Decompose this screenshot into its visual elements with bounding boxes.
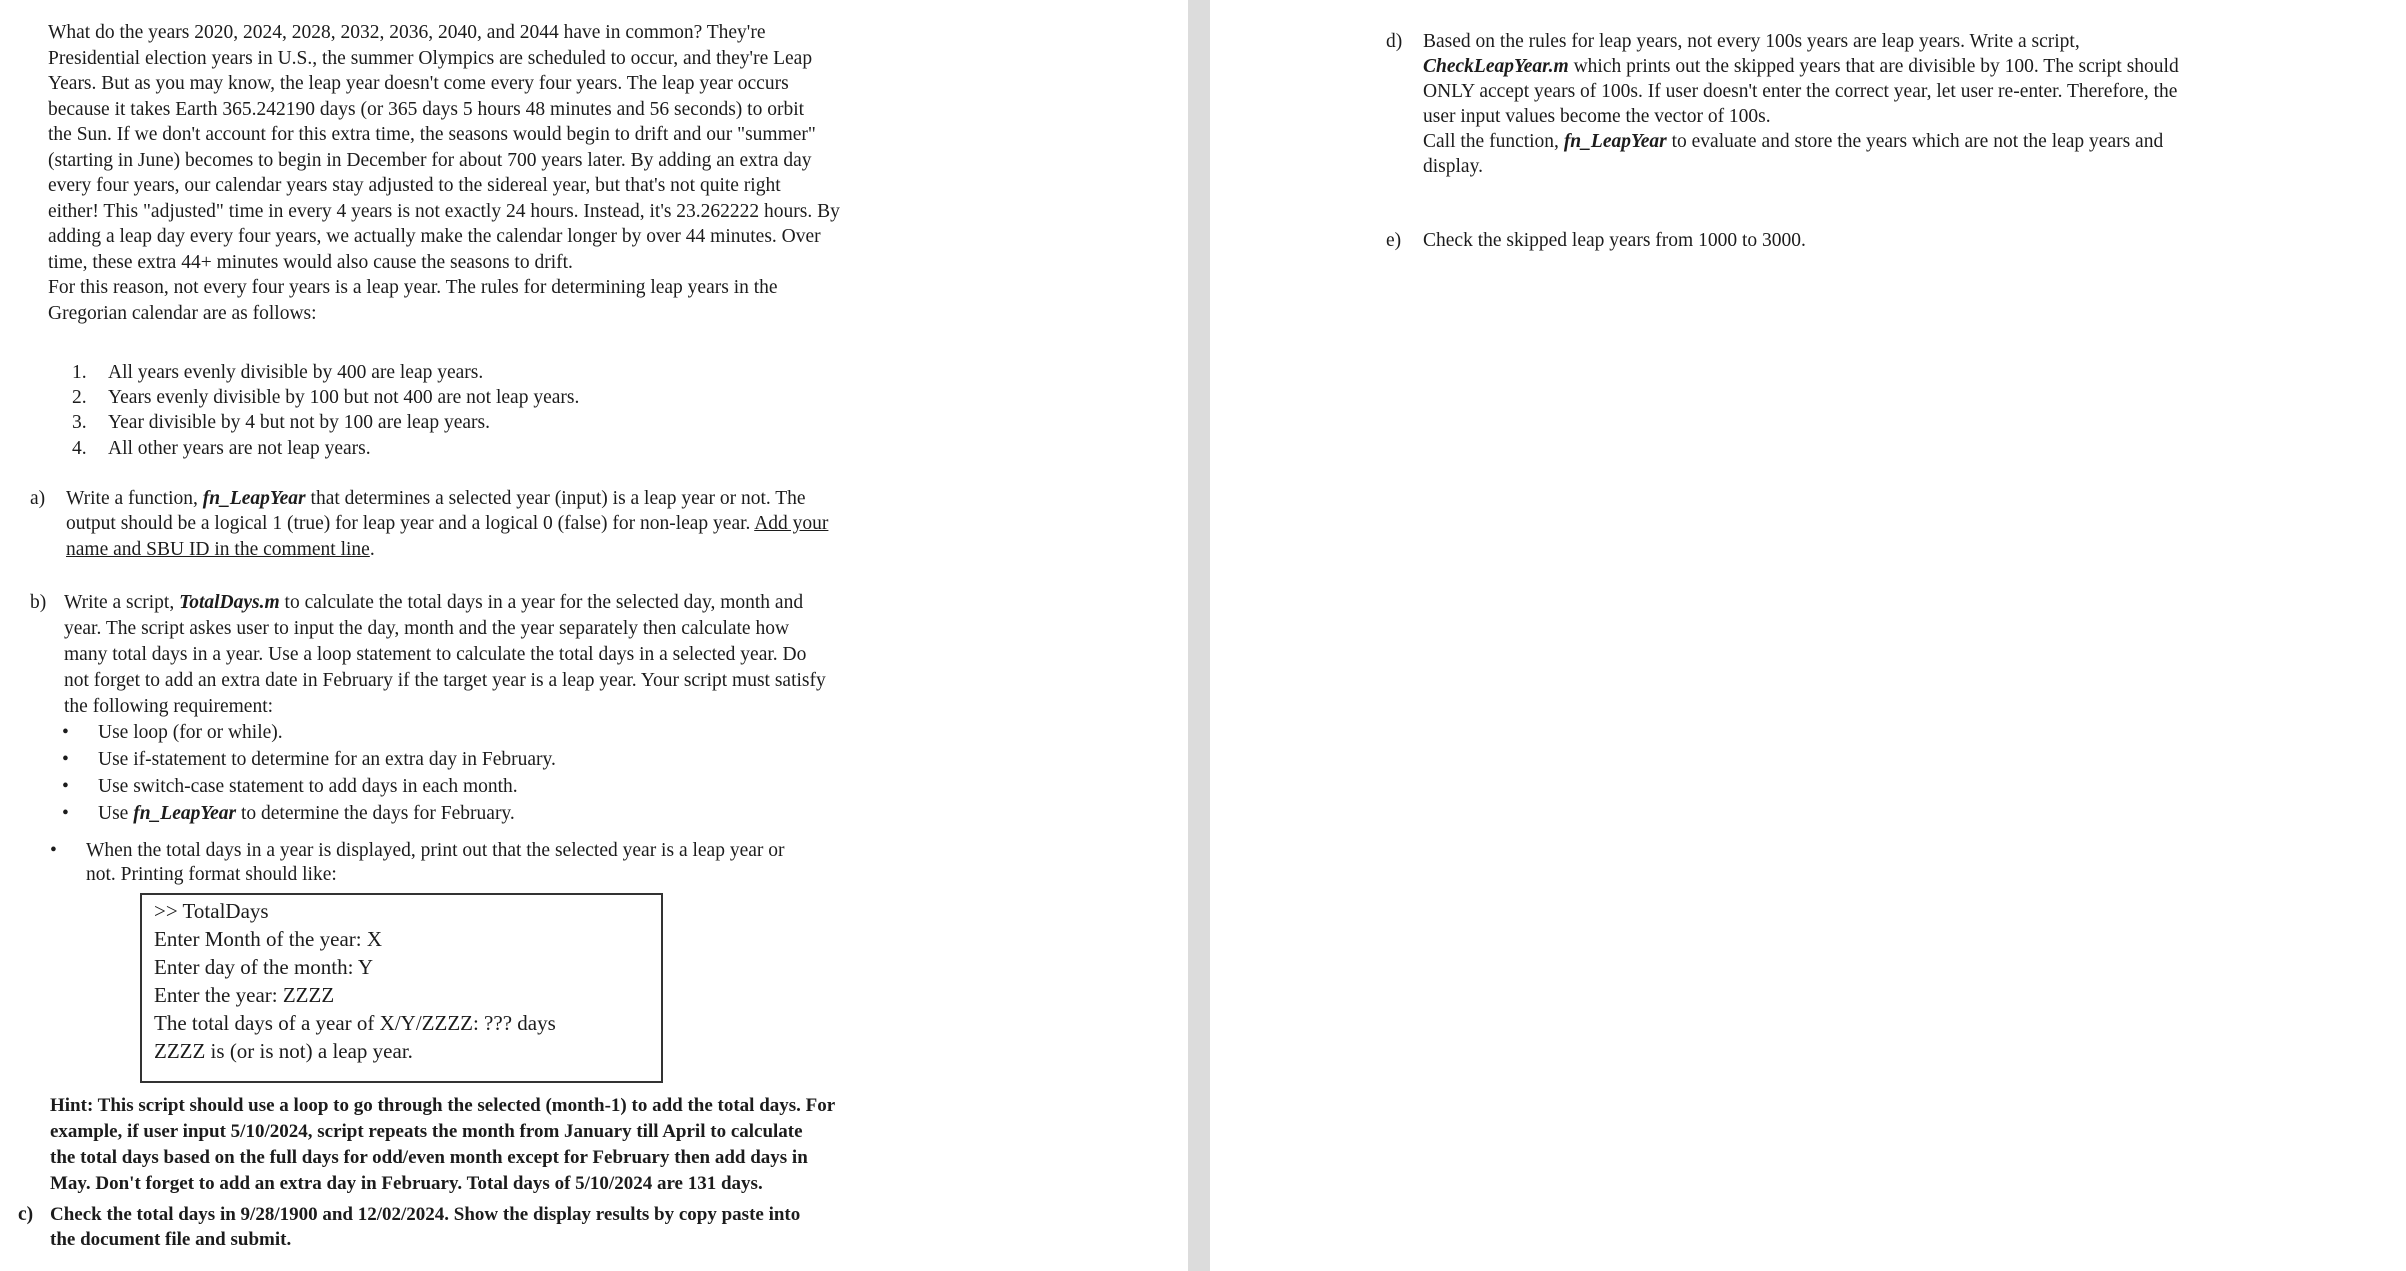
intro-line: time, these extra 44+ minutes would also cause the seasons to drift. xyxy=(48,251,573,273)
intro-line: (starting in June) becomes to begin in December for about 700 years later. By adding an extra day xyxy=(48,149,812,171)
part-c-line: the document file and submit. xyxy=(50,1229,292,1250)
part-a-label: a) xyxy=(30,488,46,509)
part-e-line: Check the skipped leap years from 1000 to 3000. xyxy=(1423,230,1806,251)
intro-line: Gregorian calendar are as follows: xyxy=(48,302,317,324)
hint-line: Hint: This script should use a loop to go through the selected (month-1) to add the total days. For xyxy=(50,1095,836,1116)
console-line: Enter the year: ZZZZ xyxy=(154,983,335,1007)
requirement-bullet: • Use switch-case statement to add days in each month. xyxy=(62,776,518,797)
console-line: The total days of a year of X/Y/ZZZZ: ??? days xyxy=(154,1011,556,1035)
requirement-bullet: • Use loop (for or while). xyxy=(62,722,283,743)
console-line: >> TotalDays xyxy=(154,899,269,923)
part-a-line: Write a function, fn_LeapYear that determines a selected year (input) is a leap year or not. The xyxy=(66,488,806,509)
intro-paragraph xyxy=(48,20,972,326)
part-d-line: Call the function, fn_LeapYear to evaluate and store the years which are not the leap years and xyxy=(1423,131,2164,152)
rule-item: 3. Year divisible by 4 but not by 100 are leap years. xyxy=(72,412,490,433)
part-b-line: the following requirement: xyxy=(64,696,274,717)
part-a-line: name and SBU ID in the comment line. xyxy=(66,539,375,560)
right-page xyxy=(1210,0,2406,1271)
part-d-line: display. xyxy=(1423,156,1483,177)
intro-line: because it takes Earth 365.242190 days (or 365 days 5 hours 48 minutes and 56 seconds) to orbit xyxy=(48,98,805,120)
requirement-bullet-continuation: not. Printing format should like: xyxy=(86,864,337,885)
part-b-line: many total days in a year. Use a loop statement to calculate the total days in a selected year. Do xyxy=(64,644,807,665)
intro-line: the Sun. If we don't account for this extra time, the seasons would begin to drift and our "summer" xyxy=(48,124,816,145)
part-b-label: b) xyxy=(30,592,47,613)
intro-line: every four years, our calendar years stay adjusted to the sidereal year, but that's not quite right xyxy=(48,175,781,196)
part-d-line: Based on the rules for leap years, not every 100s years are leap years. Write a script, xyxy=(1423,31,2080,52)
rule-item: 4. All other years are not leap years. xyxy=(72,438,371,459)
hint-line: example, if user input 5/10/2024, script repeats the month from January till April to calculate xyxy=(50,1121,803,1142)
part-d-line: user input values become the vector of 100s. xyxy=(1423,106,1771,127)
part-b-line: Write a script, TotalDays.m to calculate the total days in a year for the selected day, month and xyxy=(64,592,804,613)
part-c-line: Check the total days in 9/28/1900 and 12/02/2024. Show the display results by copy paste into xyxy=(50,1204,801,1225)
part-b-line: year. The script askes user to input the day, month and the year separately then calculate how xyxy=(64,618,790,639)
left-page xyxy=(0,0,1185,1271)
requirement-bullet: • Use if-statement to determine for an extra day in February. xyxy=(62,749,556,770)
intro-line: What do the years 2020, 2024, 2028, 2032, 2036, 2040, and 2044 have in common? They're xyxy=(48,22,766,43)
intro-line: Years. But as you may know, the leap year doesn't come every four years. The leap year occurs xyxy=(48,73,789,94)
hint-line: the total days based on the full days for odd/even month except for February then add days in xyxy=(50,1147,808,1168)
console-output-example xyxy=(140,893,663,1083)
hint-line: May. Don't forget to add an extra day in February. Total days of 5/10/2024 are 131 days. xyxy=(50,1173,763,1194)
part-d-label: d) xyxy=(1386,31,1403,52)
part-b-line: not forget to add an extra date in February if the target year is a leap year. Your script must satisfy xyxy=(64,670,826,691)
console-line: Enter Month of the year: X xyxy=(154,927,383,951)
part-d-line: CheckLeapYear.m which prints out the skipped years that are divisible by 100. The script should xyxy=(1423,56,2179,77)
intro-line: either! This "adjusted" time in every 4 years is not exactly 24 hours. Instead, it's 23.262222 hours. By xyxy=(48,200,840,222)
rule-item: 2. Years evenly divisible by 100 but not 400 are not leap years. xyxy=(72,387,580,408)
intro-line: For this reason, not every four years is a leap year. The rules for determining leap years in the xyxy=(48,277,778,298)
intro-line: Presidential election years in U.S., the summer Olympics are scheduled to occur, and they're Leap xyxy=(48,47,813,69)
part-a-line: output should be a logical 1 (true) for leap year and a logical 0 (false) for non-leap year. Add your xyxy=(66,513,829,534)
requirement-bullet: • When the total days in a year is displayed, print out that the selected year is a leap year or xyxy=(50,840,785,861)
part-e-label: e) xyxy=(1386,230,1402,251)
intro-line: adding a leap day every four years, we actually make the calendar longer by over 44 minutes. Over xyxy=(48,226,821,247)
part-c-label: c) xyxy=(18,1204,34,1225)
requirement-bullet: • Use fn_LeapYear to determine the days for February. xyxy=(62,803,515,824)
page-divider xyxy=(1188,0,1210,1271)
console-line: Enter day of the month: Y xyxy=(154,955,374,979)
rule-item: 1. All years evenly divisible by 400 are leap years. xyxy=(72,362,484,383)
part-d-line: ONLY accept years of 100s. If user doesn't enter the correct year, let user re-enter. Therefore, the xyxy=(1423,81,2178,102)
console-line: ZZZZ is (or is not) a leap year. xyxy=(154,1039,413,1063)
